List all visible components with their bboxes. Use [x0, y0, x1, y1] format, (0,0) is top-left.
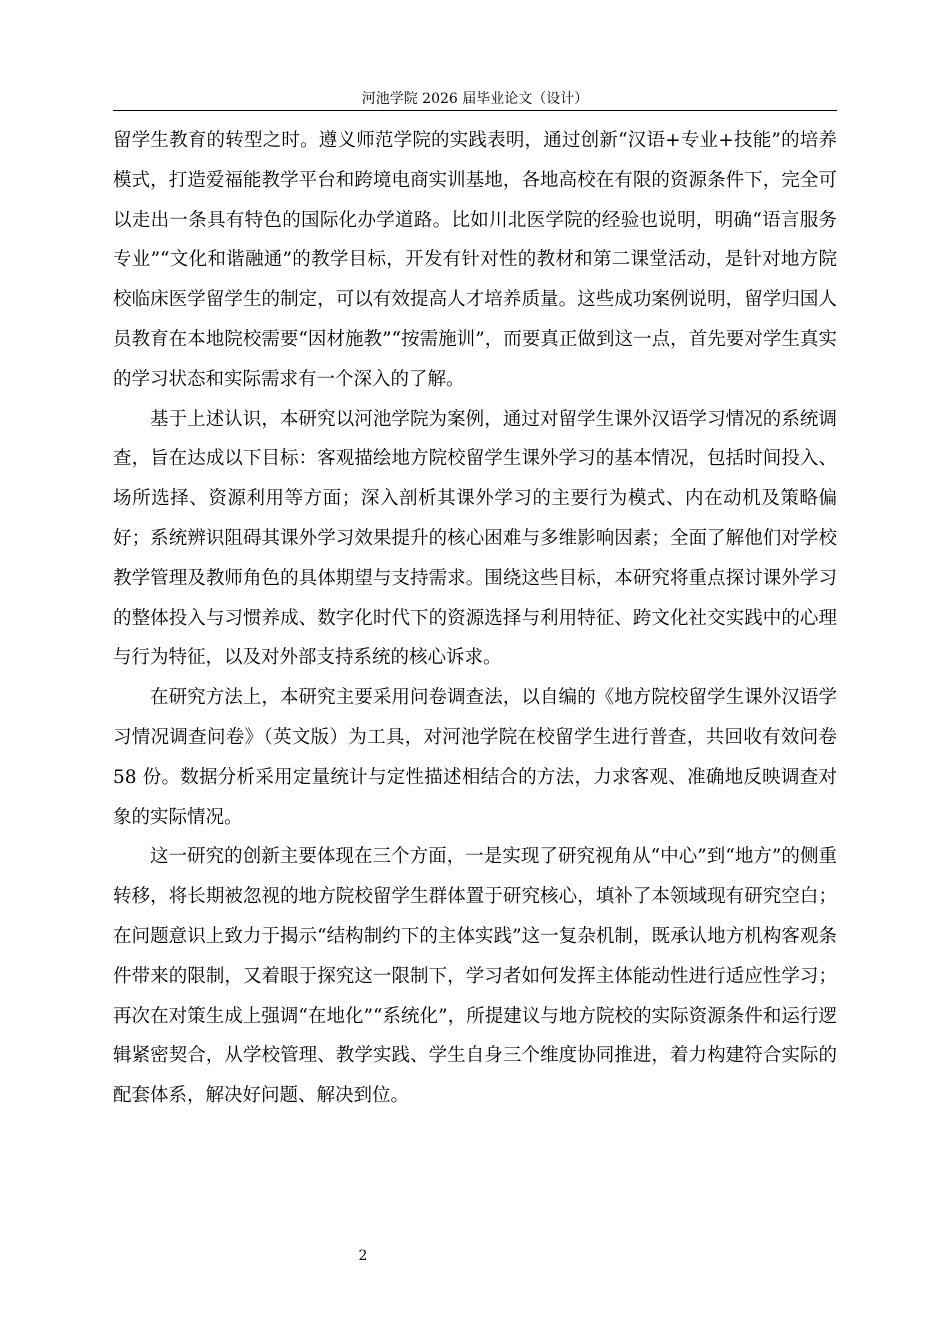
paragraph-research-methods: 在研究方法上，本研究主要采用问卷调查法，以自编的《地方院校留学生课外汉语学习情况调查问卷》（英文版）为工具，对河池学院在校留学生进行普查，共回收有效问卷 58 份。数据分析采用定量统计与定性描述相结合的方法，力求客观、准确地反映调查对象的实际情况。 [113, 687, 837, 828]
paragraph-research-objectives: 基于上述认识，本研究以河池学院为案例，通过对留学生课外汉语学习情况的系统调查，旨在达成以下目标：客观描绘地方院校留学生课外学习的基本情况，包括时间投入、场所选择、资源利用等方面；深入剖析其课外学习的主要行为模式、内在动机及策略偏好；系统辨识阻碍其课外学习效果提升的核心困难与多维影响因素；全面了解他们对学校教学管理及教师角色的具体期望与支持需求。围绕这些目标，本研究将重点探讨课外学习的整体投入与习惯养成、数字化时代下的资源选择与利用特征、跨文化社交实践中的心理与行为特征，以及对外部支持系统的核心诉求。 [113, 408, 837, 669]
header-rule [113, 110, 837, 111]
running-header: 河池学院 2026 届毕业论文（设计） [361, 91, 589, 107]
paragraph-continuation: 留学生教育的转型之时。遵义师范学院的实践表明，通过创新“汉语+专业+技能”的培养模式，打造爱福能教学平台和跨境电商实训基地，各地高校在有限的资源条件下，完全可以走出一条具有特色的国际化办学道路。比如川北医学院的经验也说明，明确“语言服务专业”“文化和谐融通”的教学目标，开发有针对性的教材和第二课堂活动，是针对地方院校临床医学留学生的制定，可以有效提高人才培养质量。这些成功案例说明，留学归国人员教育在本地院校需要“因材施教”“按需施训”，而要真正做到这一点，首先要对学生真实的学习状态和实际需求有一个深入的了解。 [113, 130, 837, 390]
paragraph-innovations: 这一研究的创新主要体现在三个方面，一是实现了研究视角从“中心”到“地方”的侧重转移，将长期被忽视的地方院校留学生群体置于研究核心，填补了本领域现有研究空白；在问题意识上致力于揭示“结构制约下的主体实践”这一复杂机制，既承认地方机构客观条件带来的限制，又着眼于探究这一限制下，学习者如何发挥主体能动性进行适应性学习；再次在对策生成上强调“在地化”“系统化”，所提建议与地方院校的实际资源条件和运行逻辑紧密契合，从学校管理、教学实践、学生自身三个维度协同推进，着力构建符合实际的配套体系，解决好问题、解决到位。 [113, 846, 837, 1107]
page-number: 2 [358, 1248, 368, 1264]
body-text [113, 121, 837, 1116]
